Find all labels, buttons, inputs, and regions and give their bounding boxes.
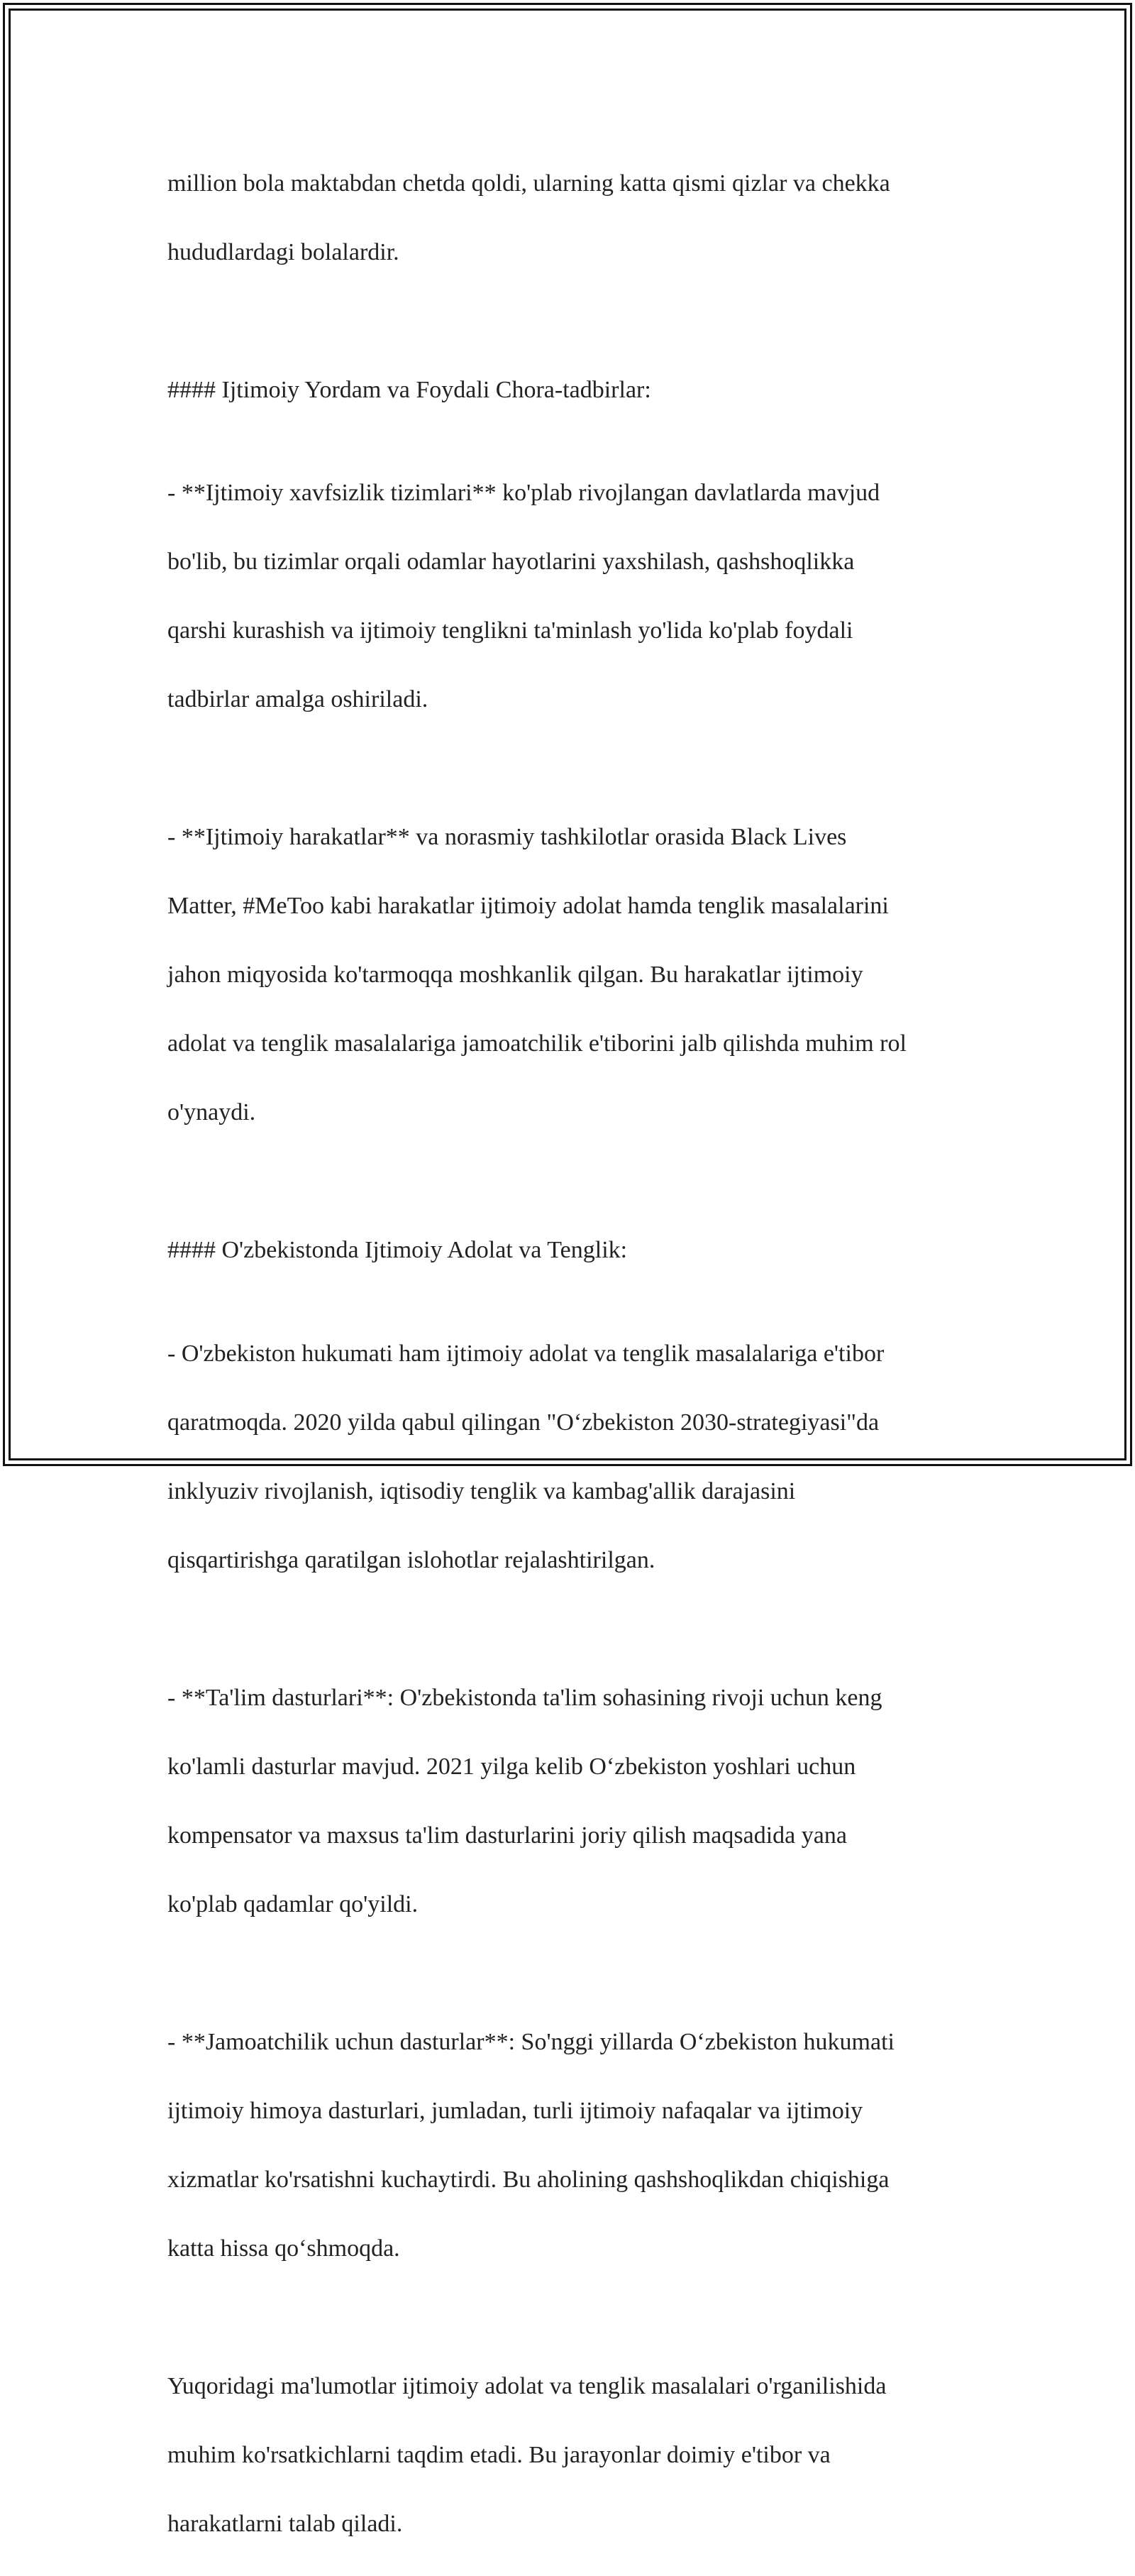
heading-text: #### Ijtimoiy Yordam va Foydali Chora-tadbirlar: <box>167 376 651 403</box>
text-line: bo'lib, bu tizimlar orqali odamlar hayotlarini yaxshilash, qashshoqlikka <box>167 549 855 575</box>
text-line: - O'zbekiston hukumati ham ijtimoiy adolat va tenglik masalalariga e'tibor <box>167 1340 885 1367</box>
text-line: muhim ko'rsatkichlarni taqdim etadi. Bu jarayonlar doimiy e'tibor va <box>167 2441 831 2468</box>
section-heading-ijtimoiy-yordam <box>167 338 976 442</box>
bullet-jamoatchilik-dasturlar <box>167 1991 976 2301</box>
text-line: inklyuziv rivojlanish, iqtisodiy tenglik va kambag'allik darajasini <box>167 1477 796 1504</box>
text-line: - **Ta'lim dasturlari**: O'zbekistonda ta'lim sohasining rivoji uchun keng <box>167 1684 882 1711</box>
text-line: million bola maktabdan chetda qoldi, ularning katta qismi qizlar va chekka <box>167 170 890 197</box>
text-line: tadbirlar amalga oshiriladi. <box>167 686 428 712</box>
text-line: harakatlarni talab qiladi. <box>167 2510 403 2537</box>
heading-text: #### O'zbekistonda Ijtimoiy Adolat va Tenglik: <box>167 1237 628 1263</box>
document-body <box>167 132 976 2576</box>
text-line: hududlardagi bolalardir. <box>167 238 399 265</box>
text-line: o'ynaydi. <box>167 1099 256 1125</box>
text-line: xizmatlar ko'rsatishni kuchaytirdi. Bu aholining qashshoqlikdan chiqishiga <box>167 2166 890 2193</box>
bullet-ozbekiston-hukumati <box>167 1302 976 1612</box>
text-line: ko'lamli dasturlar mavjud. 2021 yilga kelib O‘zbekiston yoshlari uchun <box>167 1753 856 1780</box>
text-line: adolat va tenglik masalalariga jamoatchilik e'tiborini jalb qilishda muhim rol <box>167 1030 907 1057</box>
text-line: ijtimoiy himoya dasturlari, jumladan, turli ijtimoiy nafaqalar va ijtimoiy <box>167 2097 863 2124</box>
text-line: katta hissa qo‘shmoqda. <box>167 2235 400 2262</box>
bullet-talim-dasturlari <box>167 1646 976 1956</box>
text-line: jahon miqyosida ko'tarmoqqa moshkanlik qilgan. Bu harakatlar ijtimoiy <box>167 962 863 988</box>
text-line: kompensator va maxsus ta'lim dasturlarini joriy qilish maqsadida yana <box>167 1822 847 1849</box>
text-line: ko'plab qadamlar qo'yildi. <box>167 1890 419 1917</box>
text-line: Yuqoridagi ma'lumotlar ijtimoiy adolat va tenglik masalalari o'rganilishida <box>167 2372 887 2399</box>
paragraph-conclusion <box>167 2335 976 2576</box>
text-line: Matter, #MeToo kabi harakatlar ijtimoiy adolat hamda tenglik masalalarini <box>167 893 889 919</box>
text-line: qarshi kurashish va ijtimoiy tenglikni ta'minlash yo'lida ko'plab foydali <box>167 617 853 644</box>
section-heading-ozbekiston <box>167 1199 976 1303</box>
text-line: qisqartirishga qaratilgan islohotlar rejalashtirilgan. <box>167 1546 655 1573</box>
text-line: qaratmoqda. 2020 yilda qabul qilingan "O‘zbekiston 2030-strategiyasi"da <box>167 1409 880 1436</box>
bullet-ijtimoiy-harakatlar <box>167 786 976 1165</box>
text-line: - **Ijtimoiy xavfsizlik tizimlari** ko'plab rivojlangan davlatlarda mavjud <box>167 480 880 506</box>
text-line: - **Ijtimoiy harakatlar** va norasmiy tashkilotlar orasida Black Lives <box>167 824 847 850</box>
text-line: - **Jamoatchilik uchun dasturlar**: So'nggi yillarda O‘zbekiston hukumati <box>167 2028 895 2055</box>
paragraph-intro-continuation <box>167 132 976 304</box>
bullet-xavfsizlik-tizimlari <box>167 442 976 752</box>
